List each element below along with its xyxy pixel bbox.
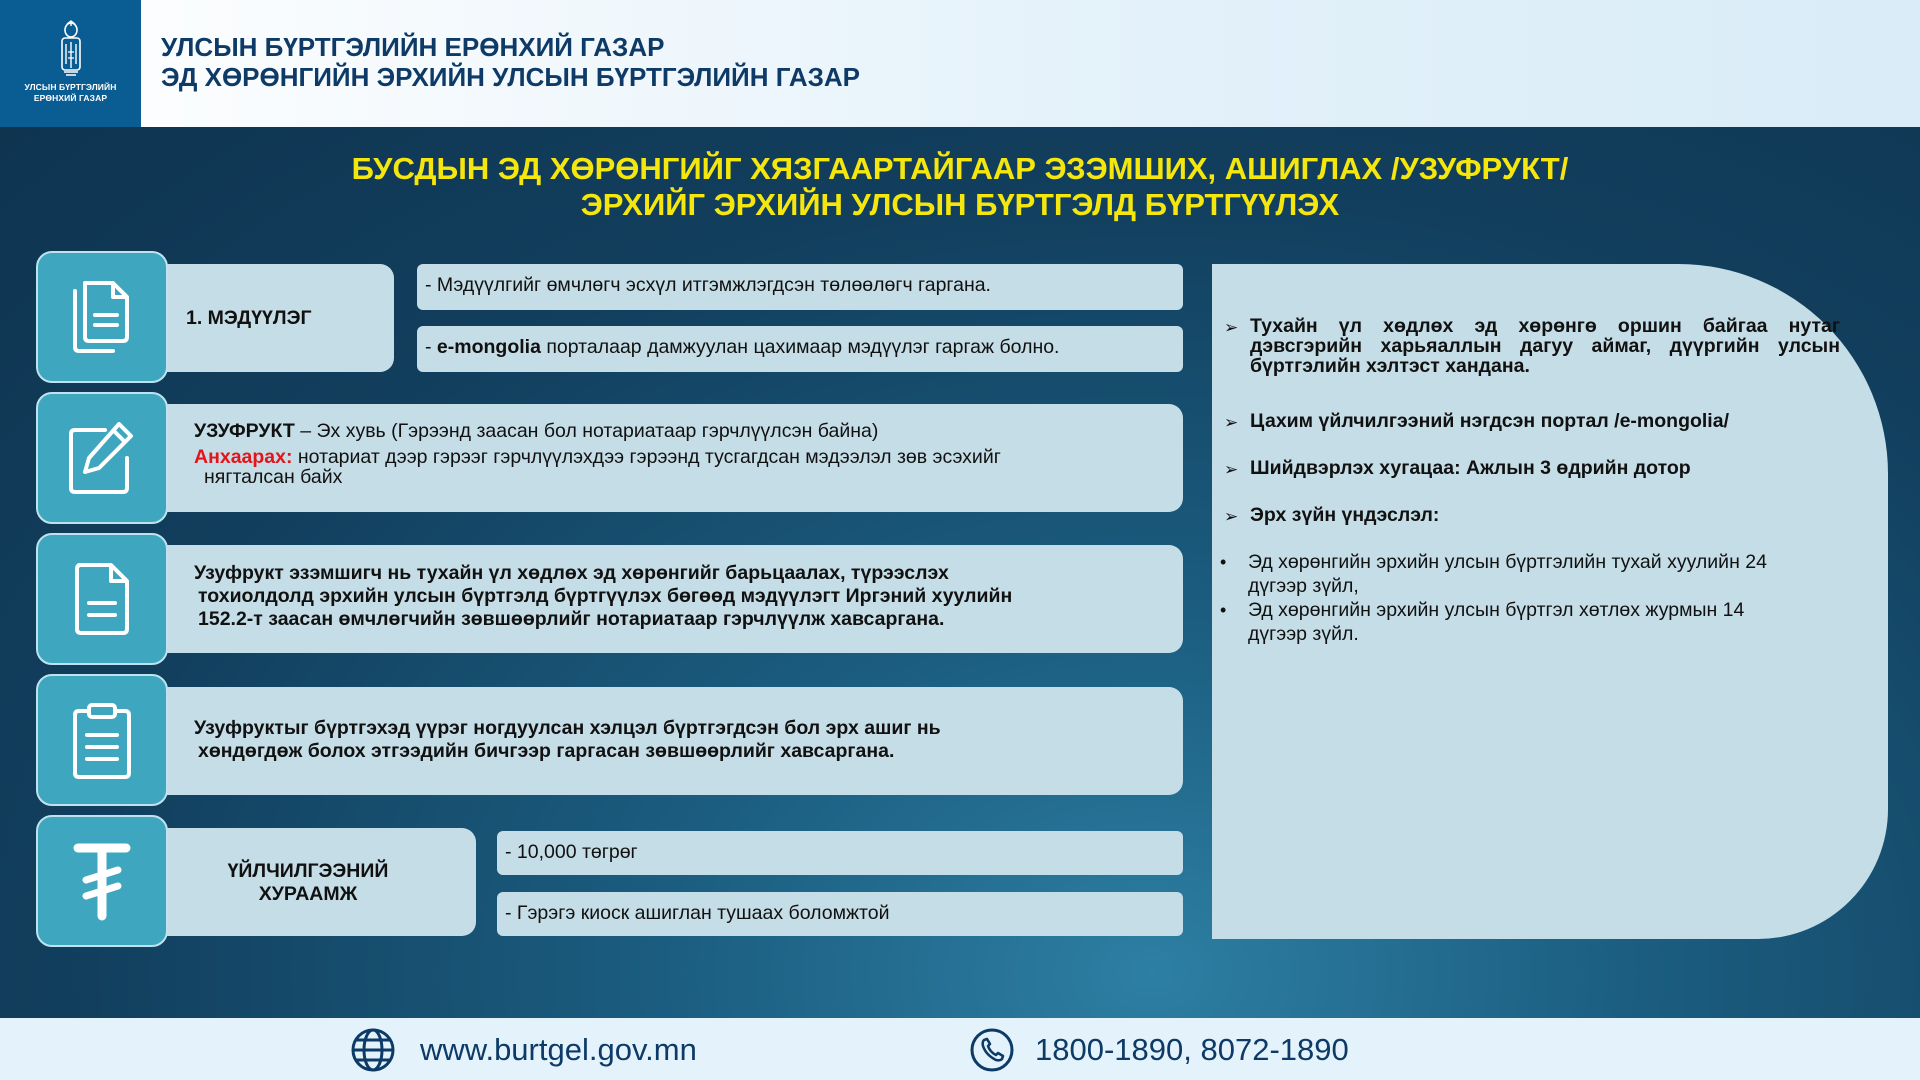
consent-line2: хөндөгдөж болох этгээдийн бичгээр гаргасан зөвшөөрлийг хавсаргана. [198, 740, 895, 762]
legal-basis-law-line2: дүгээр зүйл, [1248, 575, 1359, 597]
section-consent-panel [140, 687, 1183, 795]
fee-payment-method: - Гэрэгэ киоск ашиглан тушаах боломжтой [505, 902, 890, 924]
side-item-portal-text: Цахим үйлчилгээний нэгдсэн портал /e-mongolia/ [1250, 410, 1729, 432]
fee-payment-bar [497, 892, 1183, 936]
legal-basis-procedure-line2: дүгээр зүйл. [1248, 623, 1359, 645]
section-application-label-panel [140, 264, 394, 372]
fee-label [140, 860, 476, 906]
section-application-bar-1 [417, 264, 1183, 310]
section-application-bar-2 [417, 326, 1183, 372]
header-title-agency: УЛСЫН БҮРТГЭЛИЙН ЕРӨНХИЙ ГАЗАР [161, 32, 665, 62]
section-application-tile [36, 251, 168, 383]
section-usufruct-panel [140, 404, 1183, 512]
phone-icon [969, 1027, 1015, 1073]
clipboard-icon [67, 699, 137, 781]
usufruct-warning [194, 447, 1154, 487]
pledge-line3: 152.2-т заасан өмчлөгчийн зөвшөөрлийг нотариатаар гэрчлүүлж хавсаргана. [198, 608, 945, 630]
arrow-bullet-icon: ➢ [1224, 318, 1239, 337]
fee-amount: - 10,000 төгрөг [505, 841, 638, 863]
logo-text [11, 82, 131, 104]
legal-basis-law-line1: Эд хөрөнгийн эрхийн улсын бүртгэлийн тухай хуулийн 24 [1248, 551, 1767, 573]
emblem-icon [57, 18, 85, 78]
header [0, 0, 1920, 127]
side-item-legal-basis [1224, 505, 1840, 529]
legal-basis-law [1220, 550, 1767, 598]
section-pledge-tile [36, 533, 168, 665]
side-item-duration [1224, 458, 1840, 482]
pen-edit-icon [65, 418, 139, 498]
page-title-line2: ЭРХИЙГ ЭРХИЙН УЛСЫН БҮРТГЭЛД БҮРТГҮҮЛЭХ [580, 187, 1340, 222]
section-fee-tile [36, 815, 168, 947]
warning-text-line1: нотариат дээр гэрээг гэрчлүүлэхдээ гэрээнд тусгагдсан мэдээлэл зөв эсэхийг [292, 446, 1001, 468]
warning-text-line2: нягталсан байх [204, 466, 343, 488]
pledge-line1: Узуфрукт эзэмшигч нь тухайн үл хөдлөх эд хөрөнгийг барьцаалах, түрээслэх [194, 562, 949, 584]
logo-text-line2: ЕРӨНХИЙ ГАЗАР [33, 93, 108, 103]
bar-2-rest: порталаар дамжуулан цахимаар мэдүүлэг гаргаж болно. [540, 336, 1060, 358]
section-pledge-panel [140, 545, 1183, 653]
header-title-department: ЭД ХӨРӨНГИЙН ЭРХИЙН УЛСЫН БҮРТГЭЛИЙН ГАЗАР [161, 62, 861, 92]
side-item-jurisdiction-text: Тухайн үл хөдлөх эд хөрөнгө оршин байгаа нутаг дэвсгэрийн харьяаллын дагуу аймаг, дүүргийн улсын бүртгэлийн хэлтэст хандана. [1250, 315, 1840, 377]
bullet-dot: • [1220, 552, 1227, 572]
website-link[interactable]: www.burtgel.gov.mn [420, 1032, 697, 1067]
fee-amount-bar [497, 831, 1183, 875]
page-title [0, 151, 1920, 223]
usufruct-doc-line [194, 420, 1154, 443]
documents-icon [67, 277, 137, 357]
fee-label-line2: ХУРААМЖ [258, 883, 358, 905]
section-application-bar-1-text: - Мэдүүлгийг өмчлөгч эсхүл итгэмжлэгдсэн төлөөлөгч гаргана. [425, 274, 991, 296]
file-text-icon [67, 559, 137, 639]
logo-text-line1: УЛСЫН БҮРТГЭЛИЙН [24, 82, 117, 92]
arrow-bullet-icon: ➢ [1224, 413, 1239, 432]
footer [0, 1018, 1920, 1080]
legal-basis-procedure [1220, 598, 1744, 646]
arrow-bullet-icon: ➢ [1224, 460, 1239, 479]
e-mongolia-link-text: e-mongolia [436, 336, 541, 358]
usufruct-label: УЗУФРУКТ [194, 420, 295, 442]
bar-2-prefix: - [425, 336, 437, 358]
header-titles [161, 32, 860, 92]
page-title-line1: БУСДЫН ЭД ХӨРӨНГИЙГ ХЯЗГААРТАЙГААР ЭЗЭМШИХ, АШИГЛАХ /УЗУФРУКТ/ [351, 151, 1569, 186]
main-content [0, 127, 1920, 1018]
arrow-bullet-icon: ➢ [1224, 507, 1239, 526]
legal-basis-procedure-line1: Эд хөрөнгийн эрхийн улсын бүртгэл хөтлөх журмын 14 [1248, 599, 1745, 621]
pledge-line2: тохиолдолд эрхийн улсын бүртгэлд бүртгүүлэх бөгөөд мэдүүлэгт Иргэний хуулийн [198, 585, 1013, 607]
section-consent-tile [36, 674, 168, 806]
section-application-label: 1. МЭДҮҮЛЭГ [186, 307, 312, 329]
bullet-dot: • [1220, 600, 1227, 620]
consent-line1: Узуфруктыг бүртгэхэд үүрэг ногдуулсан хэлцэл бүртгэгдсэн бол эрх ашиг нь [194, 717, 941, 739]
side-item-jurisdiction [1224, 316, 1840, 376]
side-item-portal [1224, 411, 1840, 435]
section-fee-label-panel [140, 828, 476, 936]
side-item-duration-text: Шийдвэрлэх хугацаа: Ажлын 3 өдрийн дотор [1250, 457, 1691, 479]
usufruct-doc-text: – Эх хувь (Гэрээнд заасан бол нотариатаар гэрчлүүлсэн байна) [294, 420, 879, 442]
info-side-panel [1212, 264, 1888, 939]
globe-icon [350, 1027, 396, 1073]
logo[interactable] [0, 0, 141, 127]
section-usufruct-tile [36, 392, 168, 524]
side-item-legal-basis-text: Эрх зүйн үндэслэл: [1250, 504, 1440, 526]
tugrik-icon [72, 840, 132, 922]
phone-numbers[interactable]: 1800-1890, 8072-1890 [1035, 1032, 1349, 1067]
warning-label: Анхаарах: [194, 446, 293, 468]
fee-label-line1: ҮЙЛЧИЛГЭЭНИЙ [227, 860, 389, 882]
